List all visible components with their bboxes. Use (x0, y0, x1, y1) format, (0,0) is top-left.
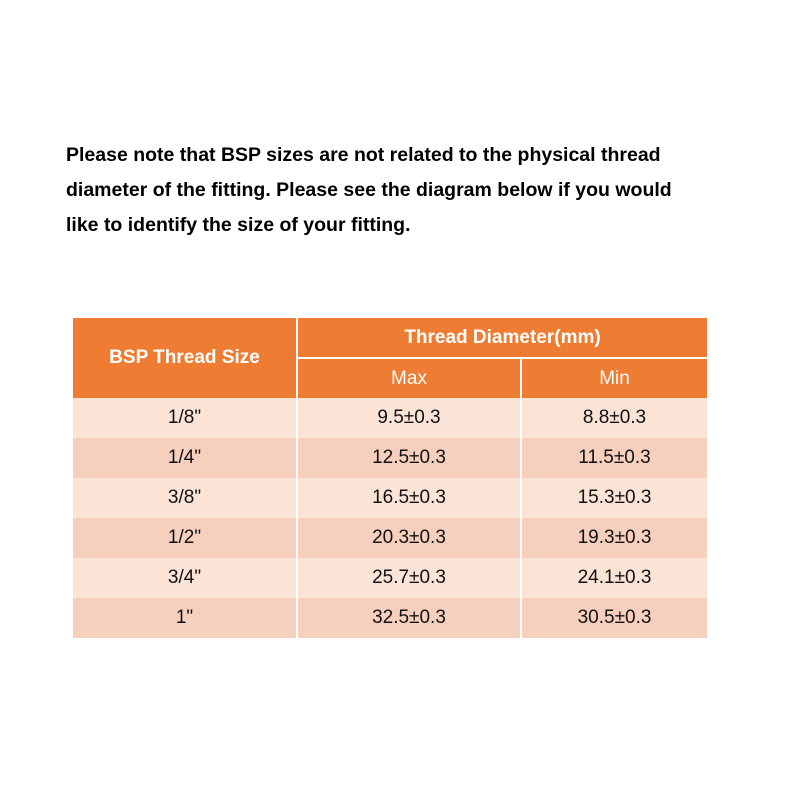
note-paragraph (66, 138, 766, 243)
cell-size: 3/4" (73, 558, 297, 598)
header-row (73, 318, 707, 358)
bsp-thread-table (73, 318, 707, 638)
cell-min: 8.8±0.3 (521, 398, 707, 438)
cell-max: 9.5±0.3 (297, 398, 521, 438)
cell-min: 24.1±0.3 (521, 558, 707, 598)
table-row (73, 438, 707, 478)
header-bsp-thread-size: BSP Thread Size (73, 318, 297, 398)
cell-size: 1/4" (73, 438, 297, 478)
cell-max: 32.5±0.3 (297, 598, 521, 638)
cell-size: 1" (73, 598, 297, 638)
table-row (73, 518, 707, 558)
table-row (73, 598, 707, 638)
cell-max: 20.3±0.3 (297, 518, 521, 558)
table-row (73, 398, 707, 438)
note-line: like to identify the size of your fitting. (66, 214, 411, 236)
cell-size: 1/2" (73, 518, 297, 558)
cell-max: 12.5±0.3 (297, 438, 521, 478)
cell-max: 16.5±0.3 (297, 478, 521, 518)
cell-min: 15.3±0.3 (521, 478, 707, 518)
table-header (73, 318, 707, 398)
header-min: Min (521, 358, 707, 398)
table-row (73, 478, 707, 518)
note-line: Please note that BSP sizes are not related to the physical thread (66, 144, 661, 166)
cell-min: 11.5±0.3 (521, 438, 707, 478)
cell-size: 3/8" (73, 478, 297, 518)
header-max: Max (297, 358, 521, 398)
cell-max: 25.7±0.3 (297, 558, 521, 598)
cell-min: 19.3±0.3 (521, 518, 707, 558)
cell-min: 30.5±0.3 (521, 598, 707, 638)
table-body (73, 398, 707, 638)
table-row (73, 558, 707, 598)
cell-size: 1/8" (73, 398, 297, 438)
note-line: diameter of the fitting. Please see the diagram below if you would (66, 179, 672, 201)
header-thread-diameter: Thread Diameter(mm) (297, 318, 707, 358)
